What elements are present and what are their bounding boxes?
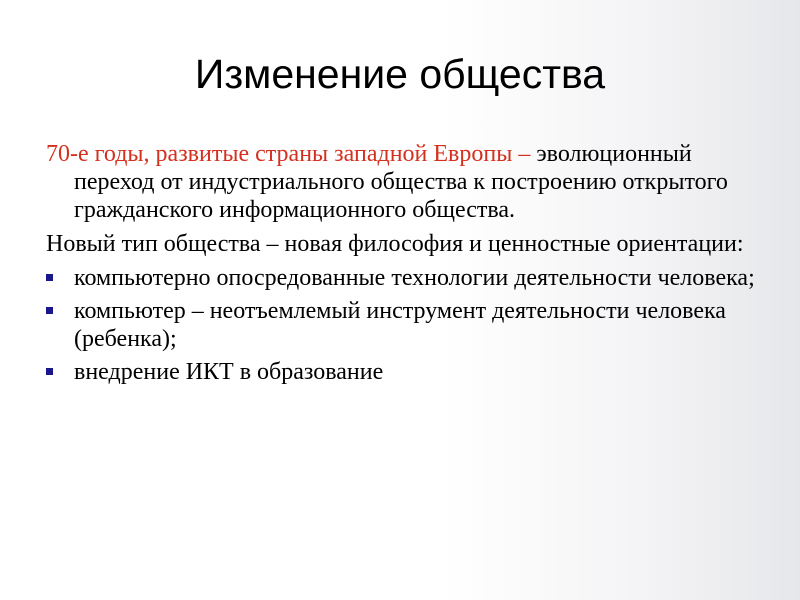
square-bullet-icon — [46, 274, 53, 281]
square-bullet-icon — [46, 307, 53, 314]
bullet-item — [46, 264, 766, 292]
slide-body — [46, 140, 766, 391]
square-bullet-icon — [46, 368, 53, 375]
bullet-text: внедрение ИКТ в образование — [74, 359, 384, 385]
paragraph-intro — [46, 140, 766, 224]
paragraph-intro-rest: эволюционный переход от индустриального общества к построению открытого гражданского информационного общества. — [74, 141, 728, 223]
bullet-text: компьютер – неотъемлемый инструмент деятельности человека (ребенка); — [74, 298, 726, 352]
paragraph-new-type: Новый тип общества – новая философия и ценностные ориентации: — [46, 231, 744, 257]
paragraph-intro-lead: 70-е годы, развитые страны западной Европы – — [46, 141, 531, 167]
bullet-item — [46, 297, 766, 353]
bullet-text: компьютерно опосредованные технологии деятельности человека; — [74, 265, 755, 291]
bullet-item — [46, 358, 766, 386]
slide-title: Изменение общества — [194, 51, 606, 97]
